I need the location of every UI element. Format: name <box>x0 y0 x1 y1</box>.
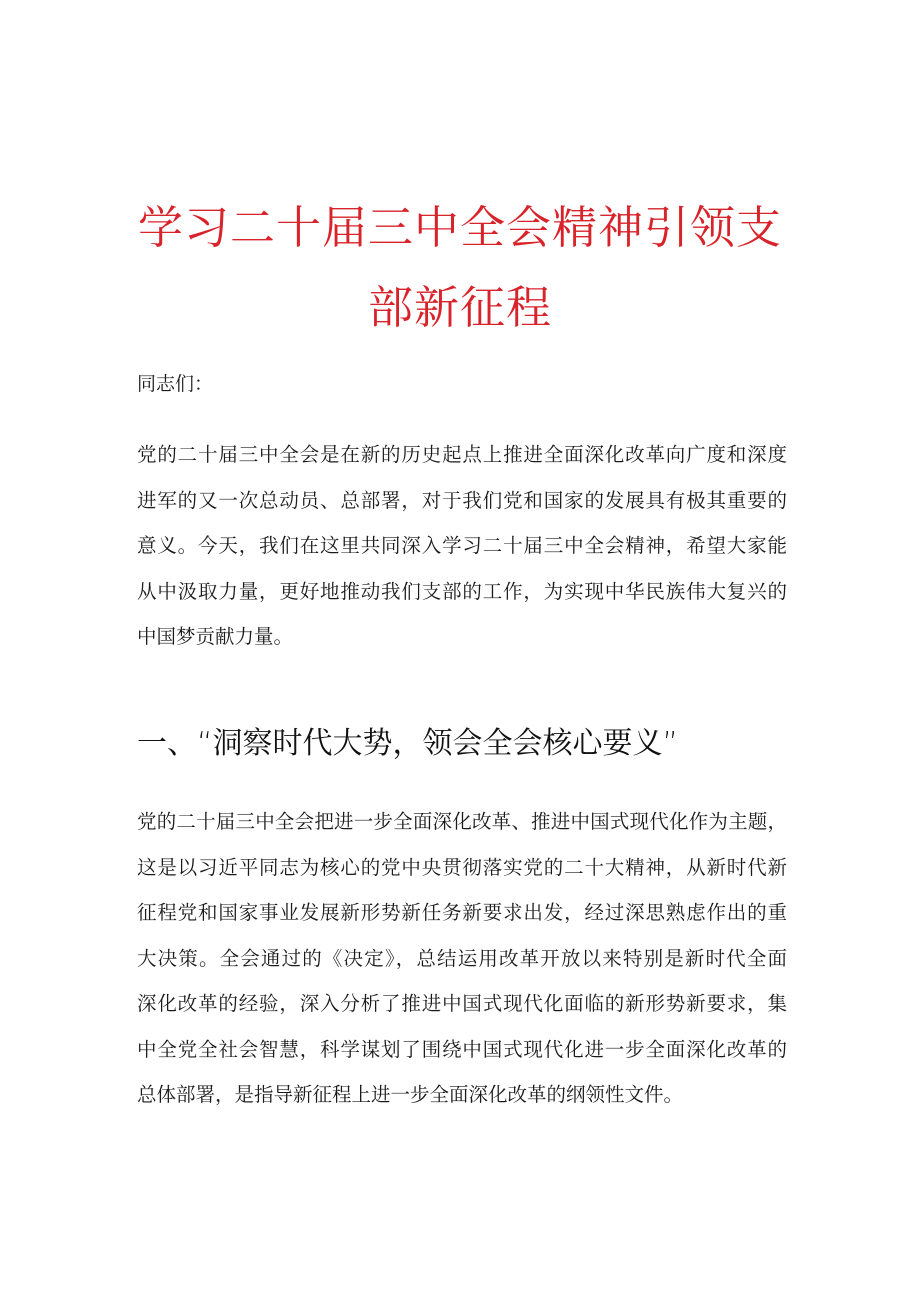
paragraph-line: 意义。今天，我们在这里共同深入学习二十届三中全会精神，希望大家能 <box>137 534 787 557</box>
paragraph-line: 党的二十届三中全会把进一步全面深化改革、推进中国式现代化作为主题， <box>137 810 787 833</box>
title-line-1: 学习二十届三中全会精神引领支 <box>137 201 782 254</box>
paragraph-line: 党的二十届三中全会是在新的历史起点上推进全面深化改革向广度和深度 <box>137 443 787 466</box>
document-title <box>120 188 800 348</box>
paragraph-line: 深化改革的经验，深入分析了推进中国式现代化面临的新形势新要求，集 <box>137 992 787 1015</box>
paragraph-line: 从中汲取力量，更好地推动我们支部的工作，为实现中华民族伟大复兴的 <box>137 579 787 603</box>
paragraph-line: 进军的又一次总动员、总部署，对于我们党和国家的发展具有极其重要的 <box>137 488 787 512</box>
paragraph-line: 总体部署，是指导新征程上进一步全面深化改革的纲领性文件。 <box>137 1083 684 1106</box>
section-heading: 一、“洞察时代大势，领会全会核心要义” <box>137 726 679 761</box>
title-line-2: 部新征程 <box>367 281 552 334</box>
paragraph-line: 中国梦贡献力量。 <box>137 625 294 648</box>
intro-paragraph <box>137 432 787 660</box>
paragraph-line: 征程党和国家事业发展新形势新任务新要求出发，经过深思熟虑作出的重 <box>137 901 787 924</box>
paragraph-line: 大决策。全会通过的《决定》，总结运用改革开放以来特别是新时代全面 <box>137 946 787 970</box>
paragraph-line: 这是以习近平同志为核心的党中央贯彻落实党的二十大精神，从新时代新 <box>137 855 787 879</box>
paragraph-line: 中全党全社会智慧，科学谋划了围绕中国式现代化进一步全面深化改革的 <box>137 1037 787 1061</box>
section-paragraph <box>137 799 787 1118</box>
salutation: 同志们： <box>137 373 214 395</box>
